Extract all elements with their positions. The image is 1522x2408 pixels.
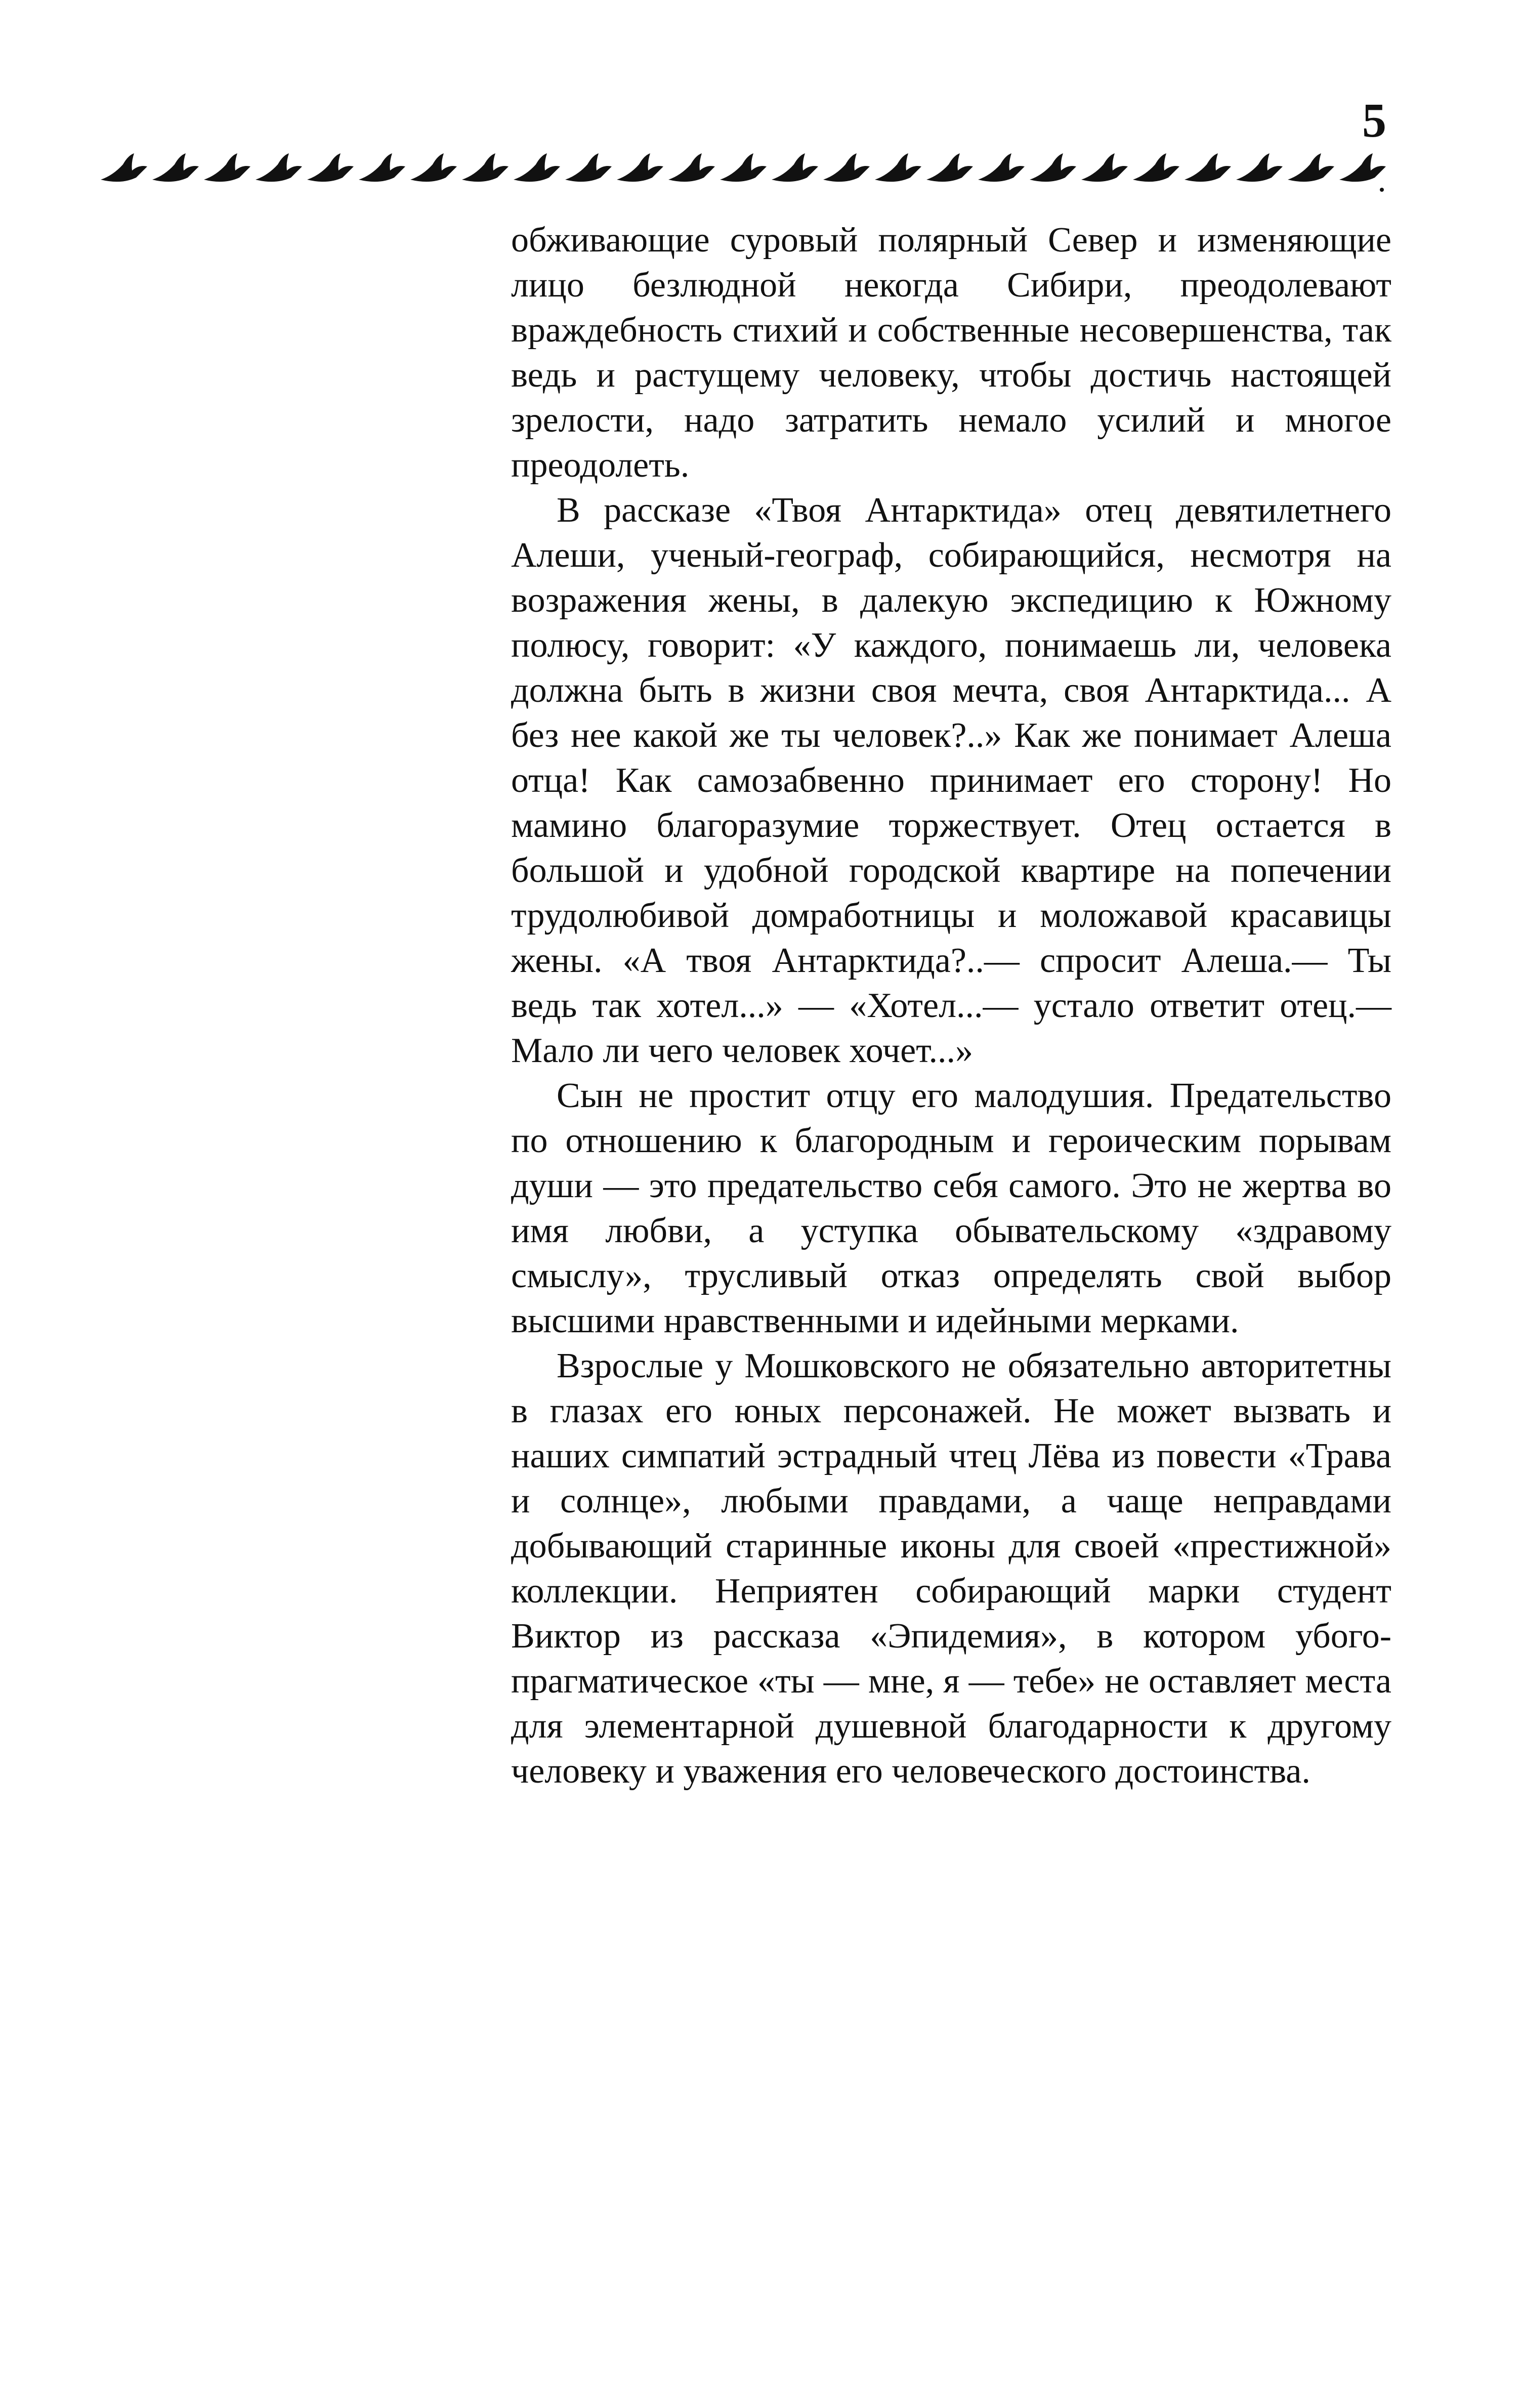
ornament-wave (772, 153, 818, 182)
paragraph-4: Взрослые у Мошковского не обязательно авторитетны в глазах его юных персонажей. Не может вызвать и наших симпатий эстрадный чтец Лёва из повести «Трава и солнце», любыми правдами, а чаще неправдами добывающий старинные иконы для своей «престижной» коллекции. Неприятен собирающий марки студент Виктор из рассказа «Эпидемия», в котором убого-прагматическое «ты — мне, я — тебе» не оставляет места для элементарной душевной благодарности к другому человеку и уважения его человеческого достоинства. (511, 1346, 1391, 1791)
ornament-wave (204, 153, 250, 182)
page-number: 5 (1362, 93, 1386, 147)
ornament-wave (617, 153, 663, 182)
text-column (511, 218, 1391, 1794)
ornament-wave (926, 153, 973, 182)
paragraph-1: обживающие суровый полярный Север и изменяющие лицо безлюдной некогда Сибири, преодолевают враждебность стихий и собственные несовершенства, так ведь и растущему человеку, чтобы достичь настоящей зрелости, надо затратить немало усилий и многое преодолеть. (511, 221, 1391, 485)
ornament-wave (256, 153, 302, 182)
ornament-wave (668, 153, 715, 182)
ornament-wave (1236, 153, 1283, 182)
ornament-wave (152, 153, 199, 182)
ornament-wave (1288, 153, 1334, 182)
ornament-wave (978, 153, 1025, 182)
ornament-wave (1081, 153, 1128, 182)
paragraph-3: Сын не простит отцу его малодушия. Предательство по отношению к благородным и героическим порывам души — это предательство себя самого. Это не жертва во имя любви, а уступка обывательскому «здравому смыслу», трусливый отказ определять свой выбор высшими нравственными и идейными мерками. (511, 1076, 1391, 1340)
ornament-wave (1030, 153, 1076, 182)
ornament-dot (1380, 188, 1384, 192)
ornament-wave (1185, 153, 1231, 182)
ornament-wave (565, 153, 612, 182)
ornament-wave (410, 153, 457, 182)
ornament-wave (1133, 153, 1179, 182)
ornament-wave (823, 153, 870, 182)
ornament-svg (99, 144, 1389, 200)
ornament-wave (1339, 153, 1386, 182)
ornament-wave (514, 153, 560, 182)
ornament-wave (359, 153, 405, 182)
ornament-wave (101, 153, 147, 182)
ornament-wave (307, 153, 354, 182)
paragraph-2: В рассказе «Твоя Антарктида» отец девятилетнего Алеши, ученый-географ, собирающийся, несмотря на возражения жены, в далекую экспедицию к Южному полюсу, говорит: «У каждого, понимаешь ли, человека должна быть в жизни своя мечта, своя Антарктида... А без нее какой же ты человек?..» Как же понимает Алеша отца! Как самозабвенно принимает его сторону! Но мамино благоразумие торжествует. Отец остается в большой и удобной городской квартире на попечении трудолюбивой домработницы и моложавой красавицы жены. «А твоя Антарктида?..— спросит Алеша.— Ты ведь так хотел...» — «Хотел...— устало ответит отец.— Мало ли чего человек хочет...» (511, 491, 1391, 1070)
ornament-border (99, 144, 1389, 200)
ornament-wave (720, 153, 767, 182)
ornament-wave (462, 153, 509, 182)
ornament-wave (875, 153, 921, 182)
